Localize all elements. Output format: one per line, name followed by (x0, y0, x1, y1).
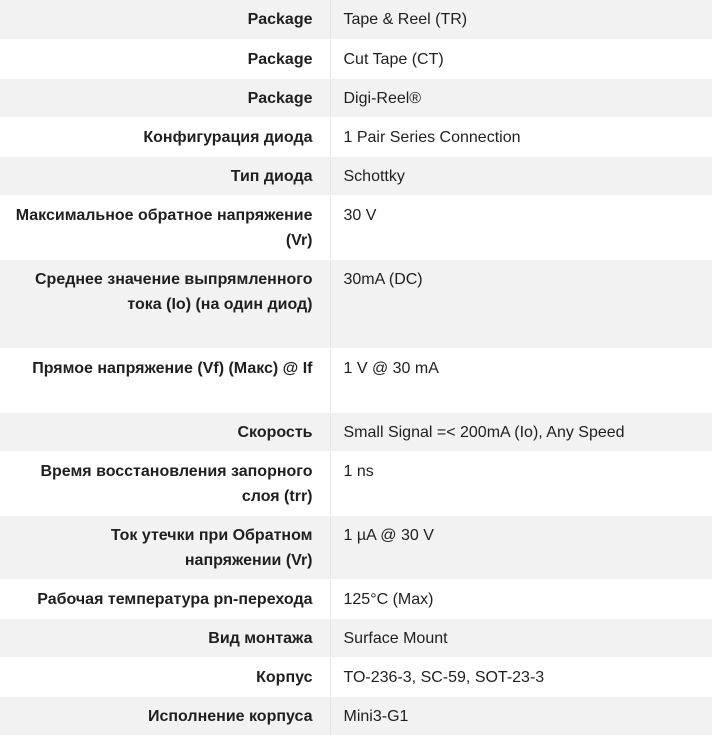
spec-value: 1 V @ 30 mA (330, 348, 712, 412)
spec-label: Скорость (0, 412, 330, 451)
spec-label: Прямое напряжение (Vf) (Макс) @ If (0, 348, 330, 412)
spec-label: Корпус (0, 657, 330, 696)
spec-value: Cut Tape (CT) (330, 39, 712, 78)
spec-label: Package (0, 0, 330, 39)
spec-row (0, 0, 712, 39)
spec-value: Digi-Reel® (330, 78, 712, 117)
spec-row (0, 348, 712, 412)
spec-value: Tape & Reel (TR) (330, 0, 712, 39)
spec-row (0, 39, 712, 78)
spec-value: 125°C (Max) (330, 579, 712, 618)
spec-row (0, 78, 712, 117)
spec-value: 1 ns (330, 451, 712, 515)
spec-value: 1 µA @ 30 V (330, 515, 712, 579)
spec-row (0, 412, 712, 451)
spec-label: Вид монтажа (0, 618, 330, 657)
spec-value: Schottky (330, 156, 712, 195)
spec-label: Рабочая температура pn-перехода (0, 579, 330, 618)
spec-value: TO-236-3, SC-59, SOT-23-3 (330, 657, 712, 696)
spec-row (0, 696, 712, 735)
spec-row (0, 657, 712, 696)
spec-label: Конфигурация диода (0, 117, 330, 156)
spec-row (0, 259, 712, 348)
spec-label: Среднее значение выпрямленного тока (Io) (на один диод) (0, 259, 330, 348)
spec-row (0, 618, 712, 657)
spec-label: Тип диода (0, 156, 330, 195)
spec-row (0, 117, 712, 156)
spec-value: 30 V (330, 195, 712, 259)
spec-row (0, 451, 712, 515)
spec-value: Mini3-G1 (330, 696, 712, 735)
spec-row (0, 156, 712, 195)
spec-label: Ток утечки при Обратном напряжении (Vr) (0, 515, 330, 579)
spec-label: Время восстановления запорного слоя (trr) (0, 451, 330, 515)
spec-row (0, 195, 712, 259)
spec-value: 30mA (DC) (330, 259, 712, 348)
spec-value: Small Signal =< 200mA (Io), Any Speed (330, 412, 712, 451)
spec-label: Максимальное обратное напряжение (Vr) (0, 195, 330, 259)
spec-row (0, 579, 712, 618)
spec-value: 1 Pair Series Connection (330, 117, 712, 156)
spec-label: Package (0, 78, 330, 117)
spec-value: Surface Mount (330, 618, 712, 657)
spec-label: Package (0, 39, 330, 78)
spec-row (0, 515, 712, 579)
spec-label: Исполнение корпуса (0, 696, 330, 735)
